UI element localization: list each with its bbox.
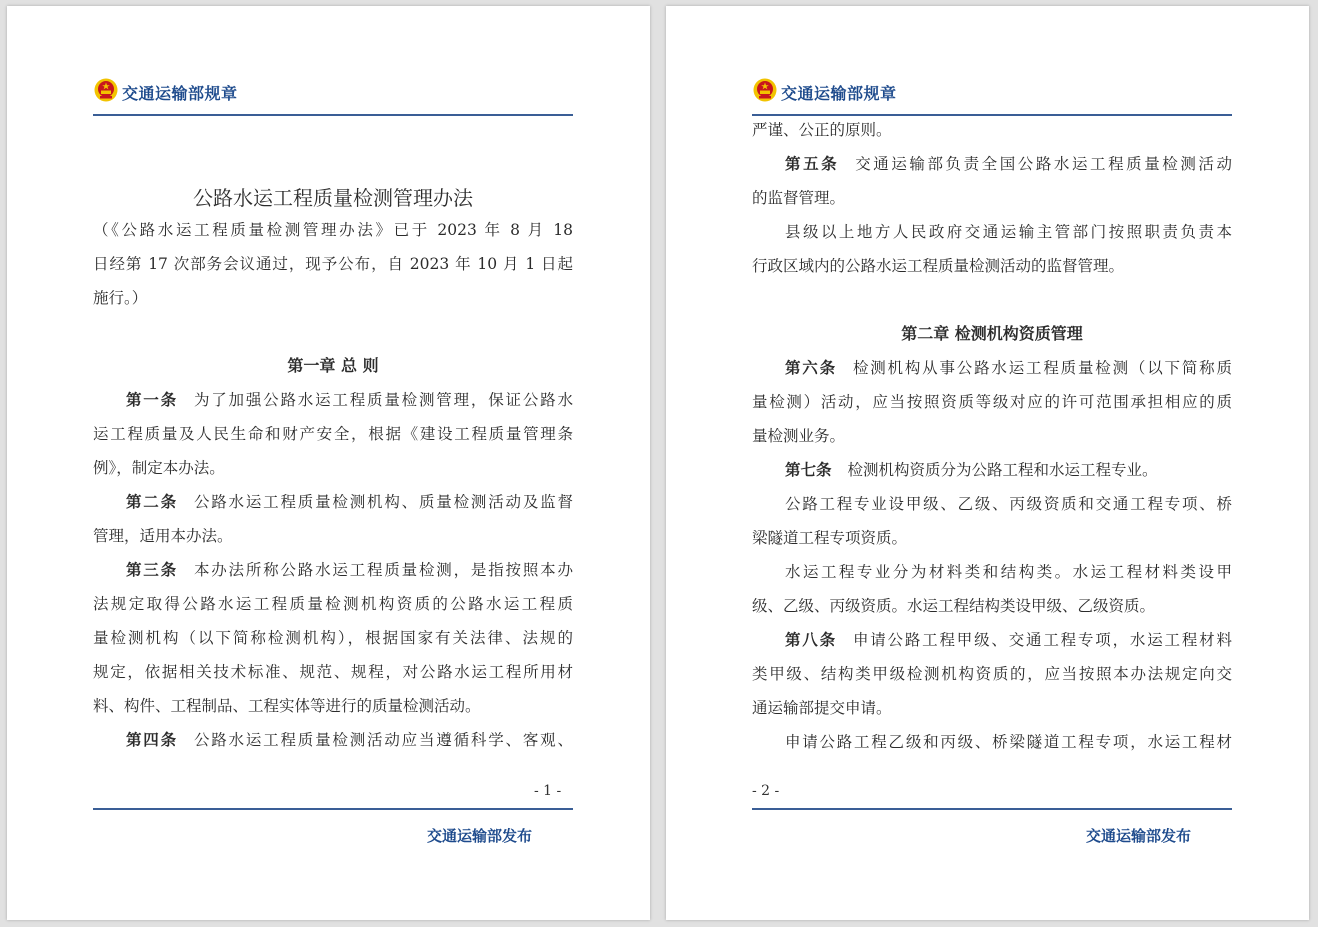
national-emblem-icon	[753, 78, 777, 102]
paragraph-line: 行政区域内的公路水运工程质量检测活动的监督管理。	[752, 257, 1125, 275]
article-label: 第六条	[785, 359, 837, 377]
article-line: 第七条 检测机构资质分为公路工程和水运工程专业。	[785, 461, 1158, 479]
article-label: 第四条	[126, 731, 178, 749]
article-line: 通运输部提交申请。	[752, 699, 892, 717]
footer-publisher: 交通运输部发布	[1086, 827, 1192, 845]
footer-publisher: 交通运输部发布	[427, 827, 533, 845]
footer-divider	[93, 808, 573, 810]
article-line: 量检测机构（以下简称检测机构），根据国家有关法律、法规的	[93, 629, 573, 647]
paragraph-line: 梁隧道工程专项资质。	[752, 529, 908, 547]
article-line: 量检测）活动，应当按照资质等级对应的许可范围承担相应的质	[752, 393, 1232, 411]
article-line: 第四条 公路水运工程质量检测活动应当遵循科学、客观、	[126, 731, 573, 749]
document-page-2	[666, 6, 1309, 920]
page-number: - 2 -	[752, 783, 780, 799]
article-line: 规定，依据相关技术标准、规范、规程，对公路水运工程所用材	[93, 663, 573, 681]
chapter-heading: 第一章 总 则	[287, 356, 379, 375]
preamble-line: （《公路水运工程质量检测管理办法》已于 2023 年 8 月 18	[93, 221, 573, 239]
preamble-line: 施行。）	[93, 289, 148, 307]
article-line: 第八条 申请公路工程甲级、交通工程专项，水运工程材料	[785, 631, 1232, 649]
paragraph-line: 申请公路工程乙级和丙级、桥梁隧道工程专项，水运工程材	[785, 733, 1232, 751]
article-line: 的监督管理。	[752, 189, 846, 207]
article-label: 第二条	[126, 493, 178, 511]
article-line: 严谨、公正的原则。	[752, 121, 892, 139]
header-divider	[752, 114, 1232, 116]
national-emblem-icon	[94, 78, 118, 102]
article-label: 第一条	[126, 391, 178, 409]
chapter-heading: 第二章 检测机构资质管理	[901, 324, 1083, 343]
article-line: 运工程质量及人民生命和财产安全，根据《建设工程质量管理条	[93, 425, 573, 443]
paragraph-line: 水运工程专业分为材料类和结构类。水运工程材料类设甲	[785, 563, 1232, 581]
footer-divider	[752, 808, 1232, 810]
article-line: 类甲级、结构类甲级检测机构资质的，应当按照本办法规定向交	[752, 665, 1232, 683]
header-divider	[93, 114, 573, 116]
header-title: 交通运输部规章	[781, 84, 897, 103]
article-line: 第三条 本办法所称公路水运工程质量检测，是指按照本办	[126, 561, 573, 579]
article-label: 第八条	[785, 631, 837, 649]
document-page-1	[7, 6, 650, 920]
article-label: 第七条	[785, 461, 832, 479]
article-line: 法规定取得公路水运工程质量检测机构资质的公路水运工程质	[93, 595, 573, 613]
article-label: 第五条	[785, 155, 840, 173]
article-line: 第五条 交通运输部负责全国公路水运工程质量检测活动	[785, 155, 1232, 173]
header-title: 交通运输部规章	[122, 84, 238, 103]
paragraph-line: 公路工程专业设甲级、乙级、丙级资质和交通工程专项、桥	[785, 495, 1232, 513]
paragraph-line: 县级以上地方人民政府交通运输主管部门按照职责负责本	[785, 223, 1232, 241]
paragraph-line: 级、乙级、丙级资质。水运工程结构类设甲级、乙级资质。	[752, 597, 1156, 615]
document-title: 公路水运工程质量检测管理办法	[193, 186, 473, 210]
page-number: - 1 -	[534, 783, 562, 799]
article-line: 管理，适用本办法。	[93, 527, 233, 545]
article-line: 第二条 公路水运工程质量检测机构、质量检测活动及监督	[126, 493, 573, 511]
preamble-line: 日经第 17 次部务会议通过，现予公布，自 2023 年 10 月 1 日起	[93, 255, 573, 273]
article-line: 料、构件、工程制品、工程实体等进行的质量检测活动。	[93, 697, 481, 715]
article-line: 第一条 为了加强公路水运工程质量检测管理，保证公路水	[126, 391, 573, 409]
article-line: 第六条 检测机构从事公路水运工程质量检测（以下简称质	[785, 359, 1232, 377]
article-line: 量检测业务。	[752, 427, 846, 445]
article-label: 第三条	[126, 561, 178, 579]
article-line: 例》，制定本办法。	[93, 459, 225, 477]
